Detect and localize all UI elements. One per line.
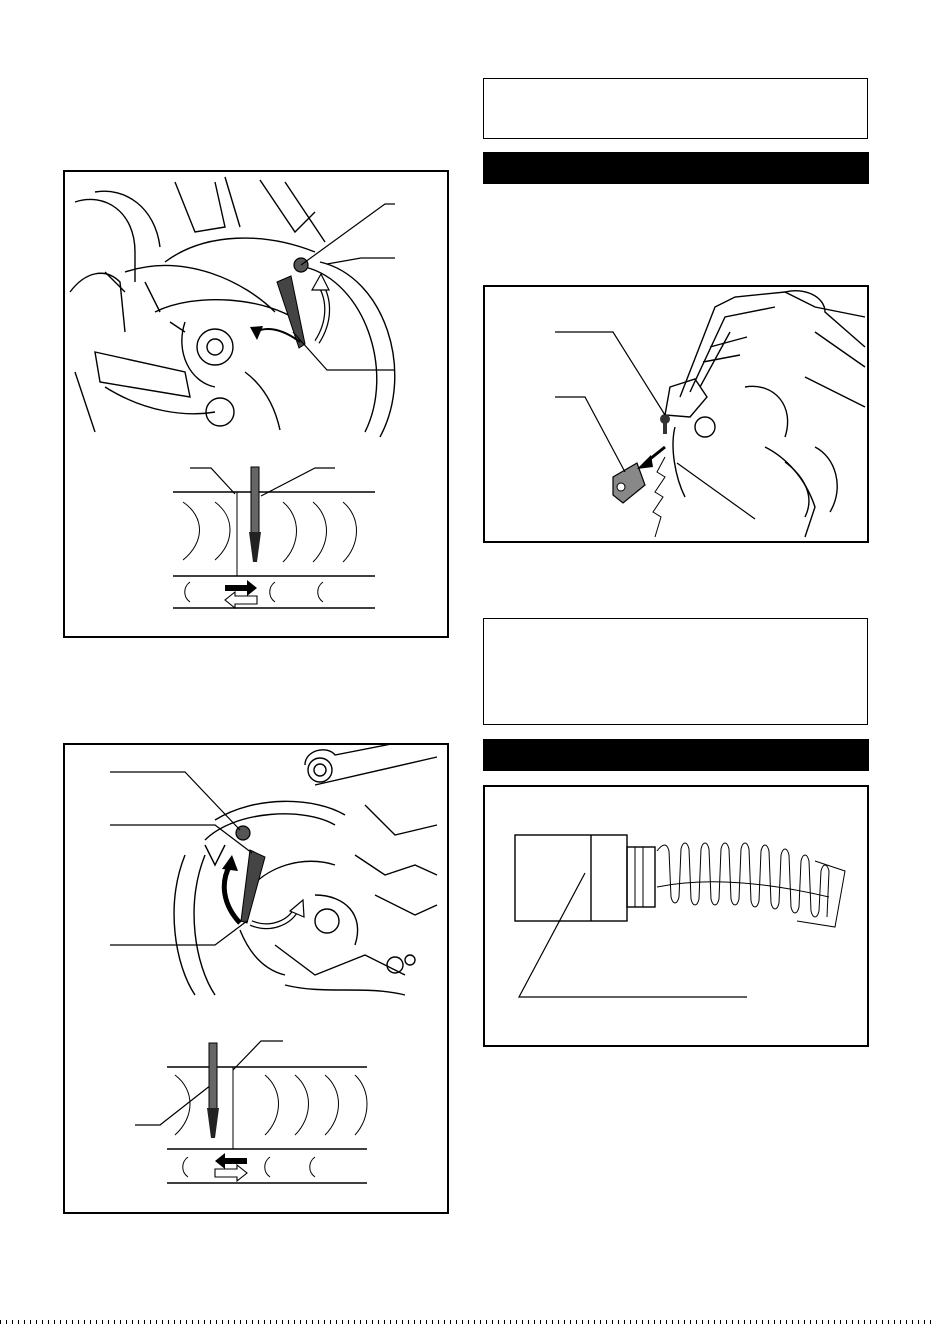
removed-part-icon [613, 463, 645, 503]
figure-blade-guard [483, 285, 869, 543]
cut-detail-bottom [135, 1041, 367, 1183]
cut-detail-top [173, 467, 375, 608]
carbon-brush-illustration [485, 787, 867, 1045]
figure-bevel-adjust-top [63, 170, 449, 638]
saw-illustration-top [65, 172, 447, 636]
note-box-top [483, 78, 868, 139]
curved-arrow-black-icon [224, 865, 240, 923]
arrow-right-icon [225, 580, 257, 596]
saw-illustration-bottom [65, 745, 447, 1212]
blade-guard-illustration [485, 287, 867, 541]
hex-wrench-icon [241, 850, 265, 923]
figure-carbon-brush [483, 785, 869, 1047]
section-header-bar-1 [483, 152, 869, 184]
spring-icon [657, 843, 845, 927]
arrow-right-outline-icon [215, 1165, 247, 1181]
section-header-bar-2 [483, 739, 869, 771]
arrow-left-icon [215, 1153, 247, 1169]
figure-bevel-adjust-bottom [63, 743, 449, 1214]
arrow-left-outline-icon [225, 592, 257, 608]
note-box-middle [483, 618, 868, 725]
page-bottom-border [0, 1320, 933, 1324]
